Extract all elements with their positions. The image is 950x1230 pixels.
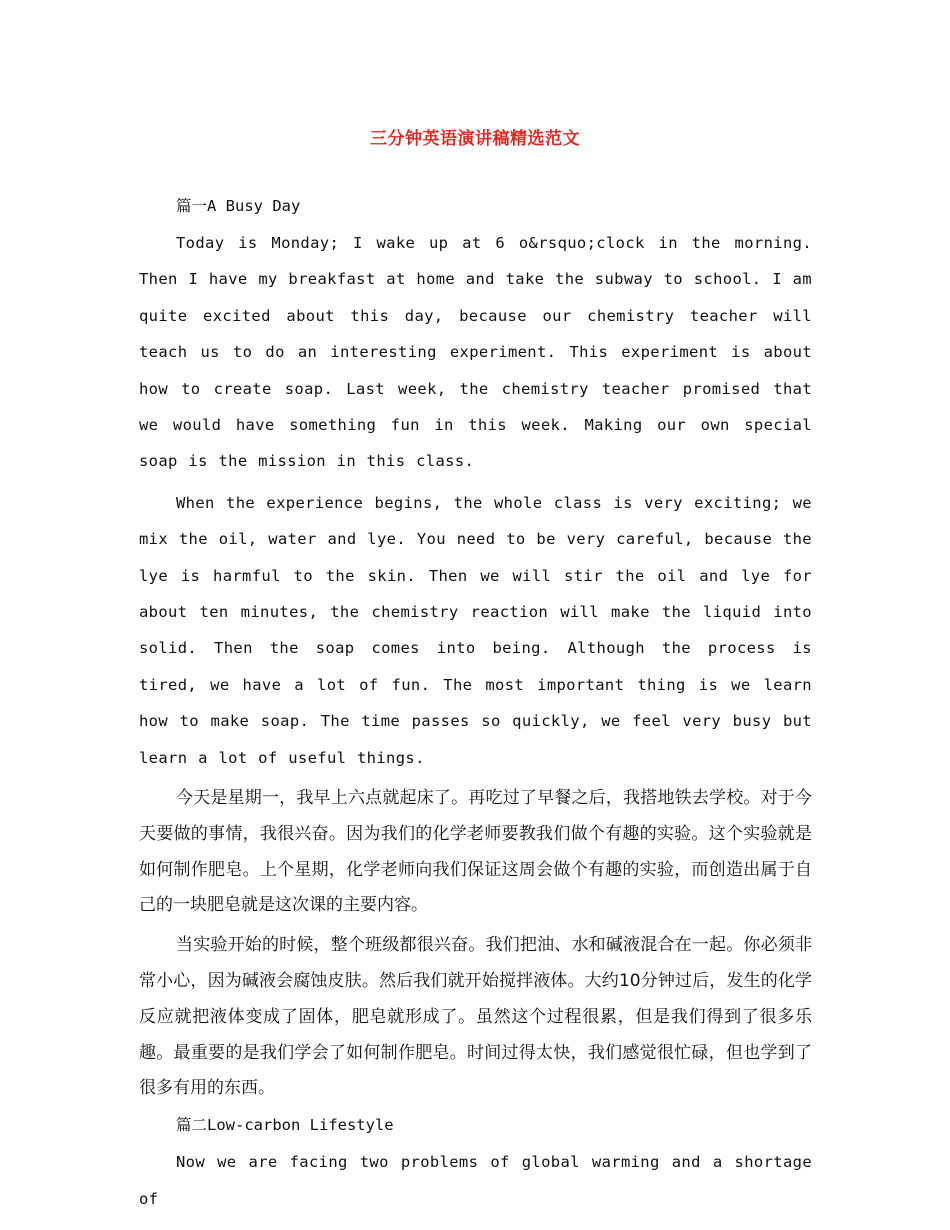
paragraph-zh: 今天是星期一，我早上六点就起床了。再吃过了早餐之后，我搭地铁去学校。对于今天要做的事情，我很兴奋。因为我们的化学老师要教我们做个有趣的实验。这个实验就是如何制作肥皂。上个星期，化学老师向我们保证这周会做个有趣的实验，而创造出属于自己的一块肥皂就是这次课的主要内容。 <box>139 788 812 916</box>
section-heading: 篇二Low-carbon Lifestyle <box>176 1116 394 1135</box>
paragraph-en: Now we are facing two problems of global warming and a shortage of <box>139 1153 812 1208</box>
section-heading: 篇一A Busy Day <box>176 197 301 215</box>
document-body <box>139 192 812 1222</box>
page-title: 三分钟英语演讲稿精选范文 <box>370 129 580 149</box>
paragraph-en: Today is Monday; I wake up at 6 o&rsquo;clock in the morning. Then I have my breakfast at home and take the subway to school. I am quite excited about this day, because our chemistry teacher will teach us to do an interesting experiment. This experiment is about how to create soap. Last week, the chemistry teacher promised that we would have something fun in this week. Making our own special soap is the mission in this class. <box>139 234 812 471</box>
paragraph-en: When the experience begins, the whole class is very exciting; we mix the oil, water and lye. You need to be very careful, because the lye is harmful to the skin. Then we will stir the oil and lye for about ten minutes, the chemistry reaction will make the liquid into solid. Then the soap comes into being. Although the process is tired, we have a lot of fun. The most important thing is we learn how to make soap. The time passes so quickly, we feel very busy but learn a lot of useful things. <box>139 493 812 767</box>
paragraph-zh: 当实验开始的时候，整个班级都很兴奋。我们把油、水和碱液混合在一起。你必须非常小心，因为碱液会腐蚀皮肤。然后我们就开始搅拌液体。大约10分钟过后，发生的化学反应就把液体变成了固体，肥皂就形成了。虽然这个过程很累，但是我们得到了很多乐趣。最重要的是我们学会了如何制作肥皂。时间过得太快，我们感觉很忙碌，但也学到了很多有用的东西。 <box>139 935 812 1099</box>
